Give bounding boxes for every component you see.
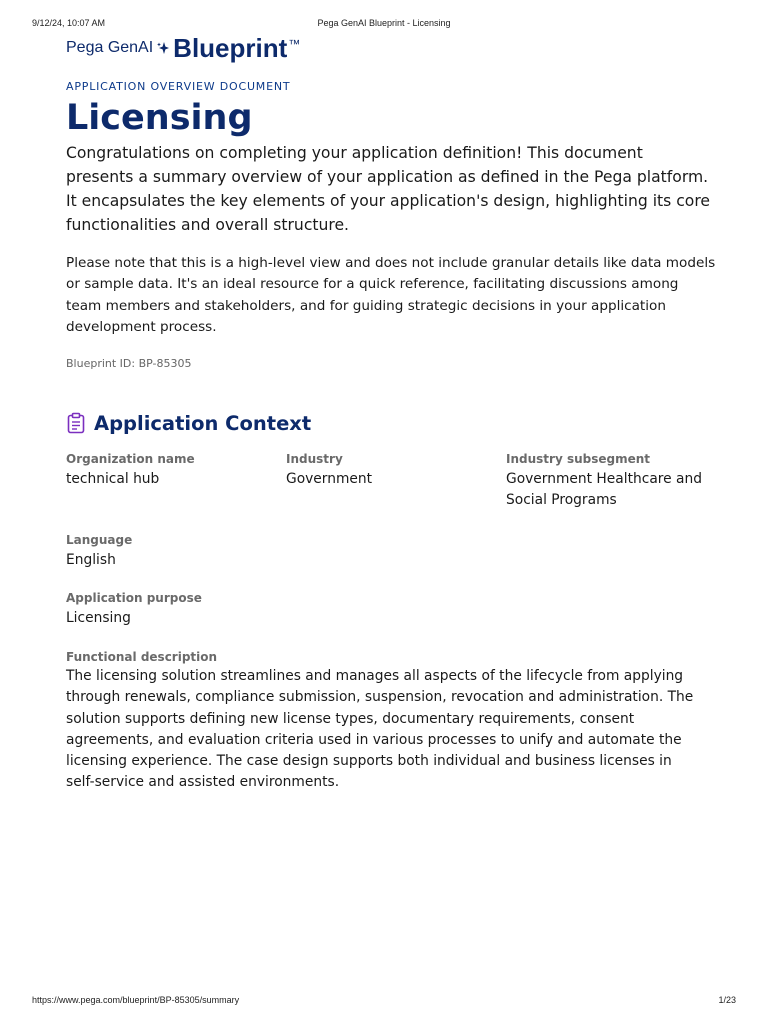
print-page-title: Pega GenAI Blueprint - Licensing xyxy=(317,18,451,28)
print-page-number: 1/23 xyxy=(718,995,736,1005)
language-value: English xyxy=(66,552,116,568)
organization-name-label: Organization name xyxy=(66,452,195,466)
industry-subsegment-label: Industry subsegment xyxy=(506,452,651,466)
sparkle-icon xyxy=(156,41,170,55)
language-label: Language xyxy=(66,533,133,547)
functional-description-label: Functional description xyxy=(66,650,218,664)
intro-paragraph: Congratulations on completing your application definition! This document presents a summary overview of your application as defined in the Pega platform. It encapsulates the key elements of your application's design, highlighting its core functionalities and overall structure. xyxy=(66,144,711,234)
pega-genai-blueprint-logo xyxy=(66,31,300,65)
print-url: https://www.pega.com/blueprint/BP-85305/summary xyxy=(32,995,240,1005)
functional-description-value: The licensing solution streamlines and manages all aspects of the lifecycle from applying through renewals, compliance submission, suspension, revocation and administration. The solution supports defining new license types, documentary requirements, consent agreements, and evaluation criteria used in various processes to unify and automate the licensing experience. The case design supports both individual and business licenses in self-service and assisted environments. xyxy=(66,668,694,791)
industry-subsegment-value: Government Healthcare and Social Programs xyxy=(506,471,702,509)
print-datetime: 9/12/24, 10:07 AM xyxy=(32,18,106,28)
document-type-label: APPLICATION OVERVIEW DOCUMENT xyxy=(66,80,291,93)
note-paragraph: Please note that this is a high-level view and does not include granular details like data models or sample data. It's an ideal resource for a quick reference, facilitating discussions among team members and stakeholders, and for guiding strategic decisions in your application development process. xyxy=(66,255,716,335)
application-purpose-value: Licensing xyxy=(66,610,131,626)
print-header xyxy=(32,18,736,30)
application-purpose-label: Application purpose xyxy=(66,591,202,605)
logo-brand-text: Pega GenAI xyxy=(66,39,154,56)
logo-product-text: Blueprint xyxy=(173,32,288,63)
clipboard-icon xyxy=(66,412,86,434)
industry-label: Industry xyxy=(286,452,343,466)
organization-name-value: technical hub xyxy=(66,471,160,487)
section-title: Application Context xyxy=(94,411,312,435)
logo-trademark: ™ xyxy=(288,37,301,51)
industry-value: Government xyxy=(286,471,373,487)
blueprint-id: Blueprint ID: BP-85305 xyxy=(66,357,192,370)
application-context-heading xyxy=(66,409,311,437)
print-footer xyxy=(32,995,736,1007)
page-title: Licensing xyxy=(66,98,253,138)
